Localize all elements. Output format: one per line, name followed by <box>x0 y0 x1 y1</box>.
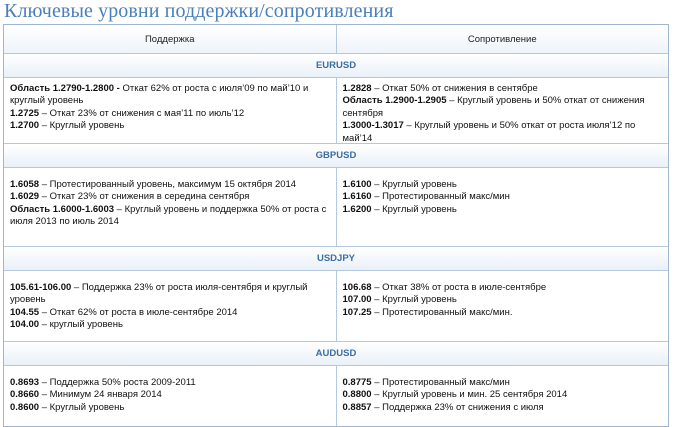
section-head-usdjpy: USDJPY <box>4 246 668 271</box>
level-item: 105.61-106.00 – Поддержка 23% от роста июля-сентября и круглый уровень <box>10 282 308 306</box>
level-item: 0.8693 – Поддержка 50% роста 2009-2011 <box>10 377 196 388</box>
resistance-cell <box>336 271 669 341</box>
level-item: 0.8775 – Протестированный макс/мин <box>342 377 510 388</box>
resistance-cell <box>336 78 669 143</box>
level-item: 0.8857 – Поддержка 23% от снижения с июля <box>342 401 544 413</box>
levels-table <box>3 24 669 427</box>
section-body-audusd <box>4 366 668 426</box>
header-support: Поддержка <box>144 33 195 45</box>
section-head-gbpusd: GBPUSD <box>4 143 668 168</box>
support-cell <box>4 366 336 426</box>
support-cell <box>4 78 336 143</box>
section-body-usdjpy <box>4 271 668 341</box>
section-body-eurusd <box>4 78 668 143</box>
level-item: Область 1.2900-1.2905 – Круглый уровень и 50% откат от снижения сентября <box>342 95 645 119</box>
resistance-cell <box>336 168 669 246</box>
section-head-audusd: AUDUSD <box>4 341 668 366</box>
level-item: 1.2700 – Круглый уровень <box>10 120 125 132</box>
level-item: 1.2725 – Откат 23% от снижения с мая’11 по июль’12 <box>10 107 245 119</box>
level-item: 1.3000-1.3017 – Круглый уровень и 50% откат от роста июля’12 по май’14 <box>342 120 636 144</box>
page-title: Ключевые уровни поддержки/сопротивления <box>4 0 394 22</box>
level-item: 104.55 – Откат 62% от роста в июле-сентябре 2014 <box>10 306 238 318</box>
level-item: Область 1.2790-1.2800 - Откат 62% от роста с июля’09 по май’10 и круглый уровень <box>10 83 309 107</box>
section-head-eurusd: EURUSD <box>4 54 668 78</box>
level-item: 106.68 – Откат 38% от роста в июле-сентябре <box>342 282 547 293</box>
level-item: 104.00 – круглый уровень <box>10 319 123 331</box>
level-item: 0.8660 – Минимум 24 января 2014 <box>10 389 162 401</box>
level-item: Область 1.6000-1.6003 – Круглый уровень и поддержка 50% от роста с июля 2013 по июль 2014 <box>10 203 327 228</box>
table-header-row <box>4 25 668 54</box>
level-item: 1.6058 – Протестированный уровень, максимум 15 октября 2014 <box>10 179 297 190</box>
support-cell <box>4 168 336 246</box>
level-item: 1.6200 – Круглый уровень <box>342 203 457 215</box>
level-item: 107.00 – Круглый уровень <box>342 294 457 306</box>
level-item: 1.6029 – Откат 23% от снижения в середина сентября <box>10 191 250 203</box>
level-item: 0.8600 – Круглый уровень <box>10 401 125 413</box>
support-cell <box>4 271 336 341</box>
level-item: 1.2828 – Откат 50% от снижения в сентябре <box>342 83 538 94</box>
section-body-gbpusd <box>4 168 668 246</box>
level-item: 0.8800 – Круглый уровень и мин. 25 сентября 2014 <box>342 389 568 401</box>
level-item: 107.25 – Протестированный макс/мин. <box>342 306 513 318</box>
resistance-cell <box>336 366 669 426</box>
header-resistance: Сопротивление <box>336 25 669 53</box>
level-item: 1.6100 – Круглый уровень <box>342 179 457 190</box>
level-item: 1.6160 – Протестированный макс/мин <box>342 191 510 203</box>
